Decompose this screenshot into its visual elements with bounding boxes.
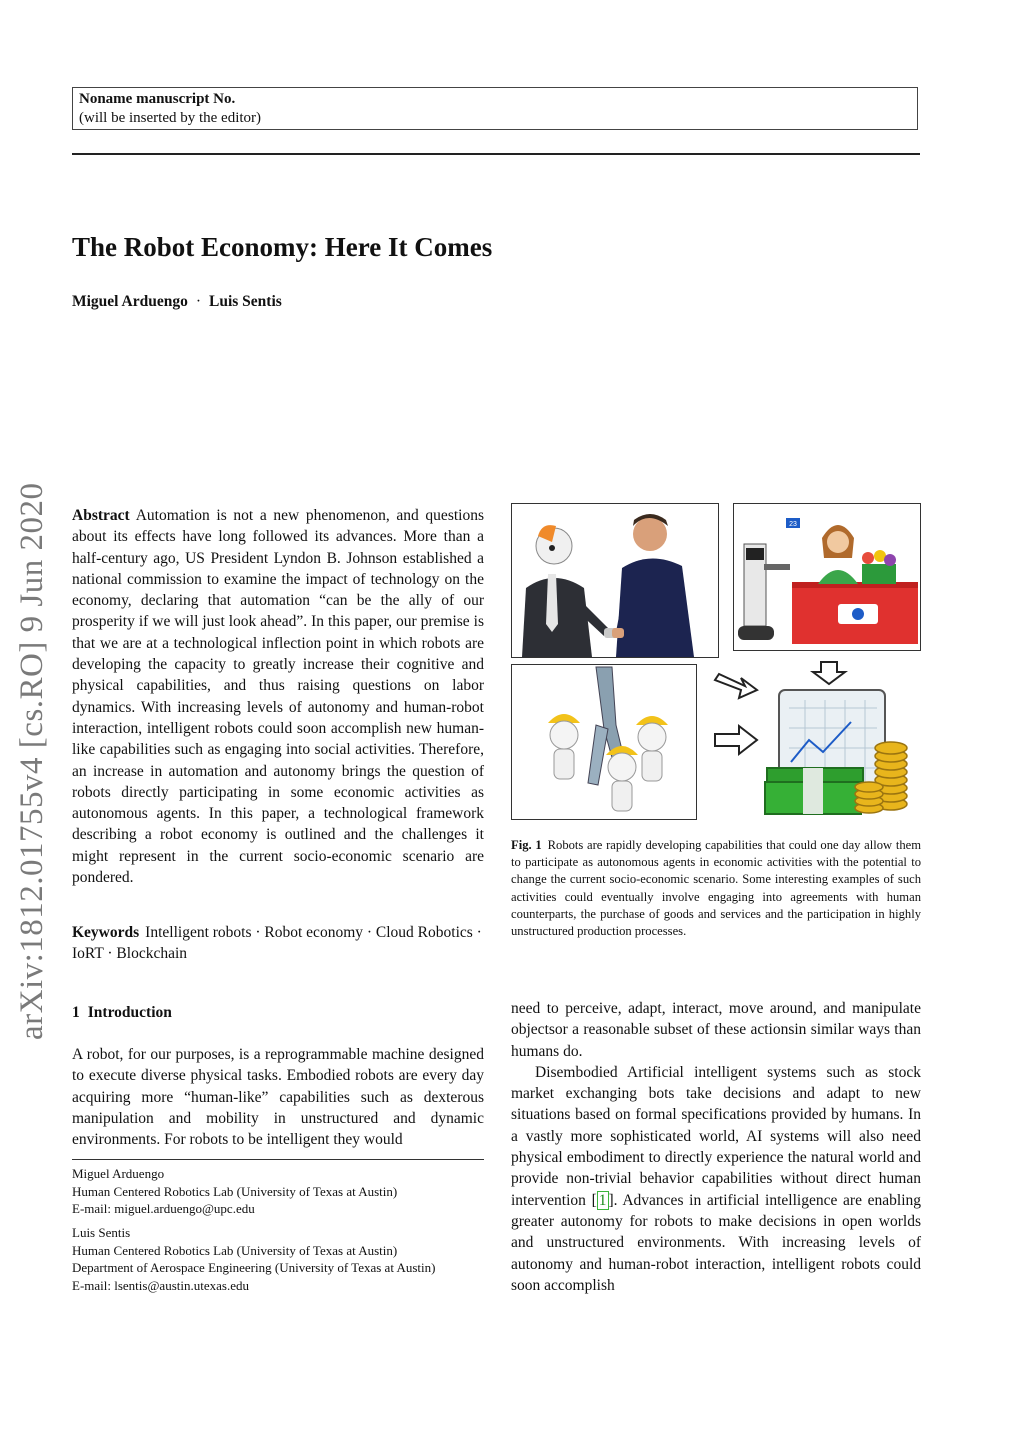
- figure-panel-factory: [511, 664, 697, 820]
- footnote-email[interactable]: E-mail: miguel.arduengo@upc.edu: [72, 1201, 255, 1216]
- keywords-label: Keywords: [72, 924, 140, 941]
- paper-title: The Robot Economy: Here It Comes: [72, 232, 493, 262]
- footnote-author-1: [72, 1165, 492, 1218]
- figure-caption: [511, 837, 921, 940]
- intro-text: ]. Advances in artificial intelligence are enabling greater autonomy for robots to make decisions in open worlds and unstructured environments. With increasing levels of autonomy and human-robot interaction, intelligent robots could soon accomplish: [511, 1191, 921, 1294]
- journal-line-2: (will be inserted by the editor): [79, 110, 262, 126]
- checkout-illustration: [734, 504, 920, 650]
- author-name: Miguel Arduengo: [72, 293, 188, 310]
- section-heading: [72, 1004, 172, 1022]
- keywords-text: Intelligent robots · Robot economy · Cloud Robotics · IoRT · Blockchain: [72, 924, 482, 963]
- abstract-text: Automation is not a new phenomenon, and questions about its effects have long followed its advances. More than a half-century ago, US President Lyndon B. Johnson established a national commission to examine the impact of technology on the economy, declaring that automation “can be the ally of our prosperity if we will just look ahead”. In this paper, our premise is that we are at a technological inflection point in which robots are developing the capacity to greatly increase their cognitive and physical capabilities, and thus raising questions on labor dynamics. With increasing levels of autonomy and human-robot interaction, intelligent robots could soon accomplish new human-like capabilities such as engaging into social activities. Therefore, an increase in automation and autonomy brings the question of robots directly participating in some economic activities as autonomous agents. In this paper, a technological framework describing a robot economy is outlined and the challenges it might represent in the current socio-economic scenario are pondered.: [72, 507, 484, 887]
- author-list: [72, 293, 282, 311]
- arrow-icon: [715, 726, 757, 754]
- intro-text: Disembodied Artificial intelligent systems such as stock market exchanging bots take decisions and adapt to new situations based on formal specifications provided by humans. In a vastly more sophisticated world, AI systems will also need physical embodiment to directly experience the natural world and provide non-trivial behavior capabilities without direct human intervention [: [511, 1063, 921, 1209]
- section-title: Introduction: [87, 1004, 172, 1021]
- intro-text: need to perceive, adapt, interact, move around, and manipulate objectsor a reasonable subset of these actionsin similar ways than humans do.: [511, 1000, 921, 1060]
- footnote-affiliation: Human Centered Robotics Lab (University of Texas at Austin): [72, 1242, 398, 1258]
- figure-panel-checkout: [733, 503, 921, 651]
- footnote-email[interactable]: E-mail: lsentis@austin.utexas.edu: [72, 1277, 249, 1293]
- footnote-rule: [72, 1159, 484, 1160]
- figure-caption-text: Robots are rapidly developing capabilities that could one day allow them to participate as autonomous agents in economic activities with the potential to change the current socio-economic scenario. Some interesting examples of such activities could eventually involve engaging into agreements with human counterparts, the purchase of goods and services and the participation in highly unstructured production processes.: [511, 838, 921, 939]
- footnote-affiliation: Human Centered Robotics Lab (University of Texas at Austin): [72, 1183, 398, 1199]
- arxiv-stamp: arXiv:1812.01755v4 [cs.RO] 9 Jun 2020: [14, 482, 50, 1040]
- footnote-name: Miguel Arduengo: [72, 1166, 165, 1181]
- figure-panel-handshake: [511, 503, 719, 658]
- journal-line-1: Noname manuscript No.: [79, 91, 236, 107]
- intro-paragraph-1: [72, 1044, 484, 1150]
- author-separator: ·: [195, 293, 201, 310]
- footnote-author-2: [72, 1224, 492, 1294]
- arrow-icon: [813, 662, 845, 684]
- header-rule: [72, 153, 920, 155]
- factory-robots-illustration: [512, 665, 696, 819]
- citation-link[interactable]: 1: [598, 1191, 607, 1209]
- economy-illustration: [705, 658, 921, 820]
- intro-text: A robot, for our purposes, is a reprogrammable machine designed to execute diverse physical tasks. Embodied robots are every day acquiring more “human-like” capabilities such as dexterous manipulation and mobility in unstructured and dynamic environments. For robots to be intelligent they would: [72, 1046, 484, 1149]
- abstract-label: Abstract: [72, 507, 130, 524]
- counter-number: 23: [789, 521, 797, 528]
- intro-paragraph-2: [511, 1062, 921, 1296]
- author-name: Luis Sentis: [209, 293, 282, 310]
- journal-header-box: [72, 87, 918, 130]
- footnote-affiliation: Department of Aerospace Engineering (University of Texas at Austin): [72, 1260, 436, 1275]
- footnote-name: Luis Sentis: [72, 1225, 131, 1240]
- figure-label: Fig. 1: [511, 838, 542, 852]
- handshake-illustration: [512, 504, 718, 657]
- abstract: [72, 505, 484, 888]
- intro-paragraph-1-continued: [511, 998, 921, 1296]
- figure-panel-economy: [705, 658, 921, 820]
- arrow-icon: [715, 674, 757, 698]
- keywords: [72, 922, 484, 965]
- section-number: 1: [72, 1004, 80, 1021]
